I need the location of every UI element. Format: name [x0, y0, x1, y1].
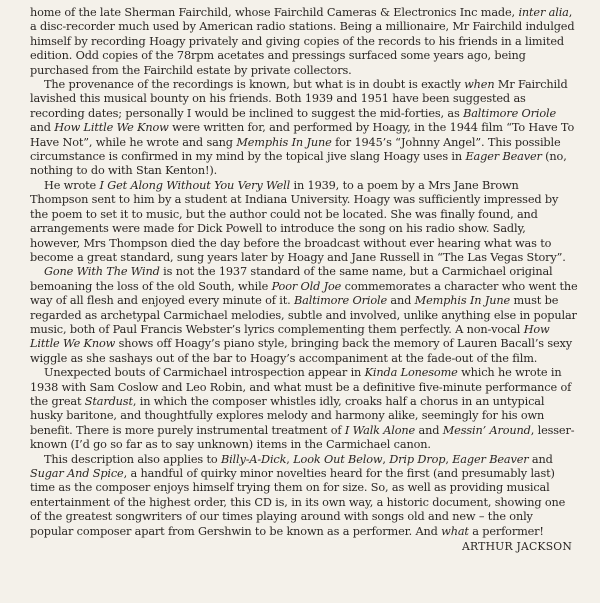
text-run: and [30, 121, 55, 135]
italic-title-run: what [441, 524, 469, 538]
italic-title-run: Baltimore Oriole [294, 294, 387, 308]
italic-title-run: Look Out Below [293, 452, 383, 466]
italic-title-run: I Walk Alone [344, 423, 416, 437]
text-run: Mr Fairchild lavished this musical bounty on his friends. Both 1939 and 1951 have been suggested as recording dates; personally I would be inclined to suggest the mid-forties, as [30, 78, 568, 120]
text-run: , [382, 452, 390, 466]
text-run: in 1939, to a poem by a Mrs Jane Brown Thompson sent to him by a student at Indiana University. Hoagy was sufficiently impressed by the poem to set it to music, but the author could not be located. She was finally found, and arrangements were made for Dick Powell to introduce the song on his radio show. Sadly, however, Mrs Thompson died the day before the broadcast without ever hearing what was to become a great standard, sung years later by Hoagy and Jane Russell in “The Las Vegas Story”. [30, 178, 566, 264]
italic-title-run: How Little We Know [54, 121, 169, 135]
italic-title-run: Memphis In June [414, 294, 510, 308]
text-run: home of the late Sherman Fairchild, whose Fairchild Cameras & Electronics Inc made, [30, 6, 519, 19]
italic-title-run: Gone With The Wind [44, 265, 160, 279]
text-run: were written for, and performed by Hoagy, in the 1944 film “To Have To Have Not”, while he wrote and sang [30, 121, 575, 149]
italic-title-run: Baltimore Oriole [463, 106, 557, 120]
italic-title-run: when [464, 78, 495, 92]
text-run: Unexpected bouts of Carmichael introspection appear in [44, 366, 365, 380]
italic-title-run: Drip Drop [389, 452, 446, 466]
text-run: commemorates a character who went the way of all flesh and enjoyed every minute of it. [30, 279, 578, 308]
italic-title-run: Billy-A-Dick [220, 452, 287, 466]
italic-title-run: Memphis In June [236, 135, 332, 149]
text-run: , [286, 452, 294, 466]
italic-title-run: I Get Along Without You Very Well [99, 178, 291, 192]
text-run: a performer! [468, 524, 544, 538]
paragraph-3 [30, 179, 578, 265]
text-run: is not the 1937 standard of the same name, but a Carmichael original bemoaning the loss of the old South, while [30, 265, 553, 293]
text-run: , in which the composer whistles idly, croaks half a chorus in an untypical husky baritone, and thoughtfully explores melody and harmony alike, seemingly for his own benefit. There is more purely instrumental treatment of [30, 394, 545, 437]
text-run: must be regarded as archetypal Carmichael melodies, subtle and involved, unlike anything else in popular music, both of Paul Francis Webster’s lyrics complementing them perfectly. A non-vocal [30, 294, 577, 336]
paragraph-5 [30, 366, 578, 452]
text-run: , [445, 452, 453, 466]
text-run: which he wrote in 1938 with Sam Coslow and Leo Robin, and what must be a definitive five-minute performance of the great [30, 366, 572, 408]
italic-title-run: Eager Beaver [465, 150, 542, 164]
italic-title-run: inter alia [518, 6, 569, 19]
text-run: , a handful of quirky minor novelties heard for the first (and presumably last) time as the composer enjoys himself trying them on for size. So, as well as providing musical entertainment of the highest order, this CD is, in its own way, a historic document, showing one of the greatest songwriters of our times playing around with songs old and new – the only popular composer apart from Gershwin to be known as a performer. And [30, 467, 566, 538]
text-run: and [386, 294, 415, 308]
text-run: This description also applies to [44, 452, 221, 466]
italic-title-run: Sugar And Spice [30, 467, 124, 480]
text-run: shows off Hoagy’s piano style, bringing back the memory of Lauren Bacall’s sexy wiggle as she sashays out of the bar to Hoagy’s accompaniment at the fade-out of the film. [30, 337, 572, 365]
italic-title-run: Stardust [84, 394, 133, 408]
text-run: The provenance of the recordings is known, but what is in doubt is exactly [44, 78, 465, 92]
paragraph-2 [30, 78, 578, 179]
paragraph-4 [30, 265, 578, 366]
text-run: (no, nothing to do with Stan Kenton!). [30, 150, 567, 178]
italic-title-run: Poor Old Joe [271, 279, 342, 293]
text-run: for 1945’s “Johnny Angel”. This possible circumstance is confirmed in my mind by the topical jive slang Hoagy uses in [30, 135, 561, 164]
text-run: , a disc-recorder much used by American radio stations. Being a millionaire, Mr Fairchild indulged himself by recording Hoagy privately and giving copies of the records to his friends in a limited edition. Odd copies of the 78rpm acetates and pressings surfaced some years ago, being purchased from the Fairchild estate by private collectors. [30, 6, 575, 77]
paragraph-1 [30, 6, 578, 78]
text-run: and [415, 423, 443, 437]
italic-title-run: Kinda Lonesome [364, 366, 458, 380]
text-run: He wrote [44, 178, 100, 192]
italic-title-run: Messin’ Around [442, 423, 531, 437]
italic-title-run: How Little We Know [30, 322, 550, 351]
text-run: , lesser-known (I’d go so far as to say unknown) items in the Carmichael canon. [30, 423, 575, 452]
italic-title-run: Eager Beaver [452, 452, 529, 466]
text-run: and [528, 452, 553, 466]
paragraph-6 [30, 453, 578, 539]
author-signature: ARTHUR JACKSON [462, 540, 572, 554]
